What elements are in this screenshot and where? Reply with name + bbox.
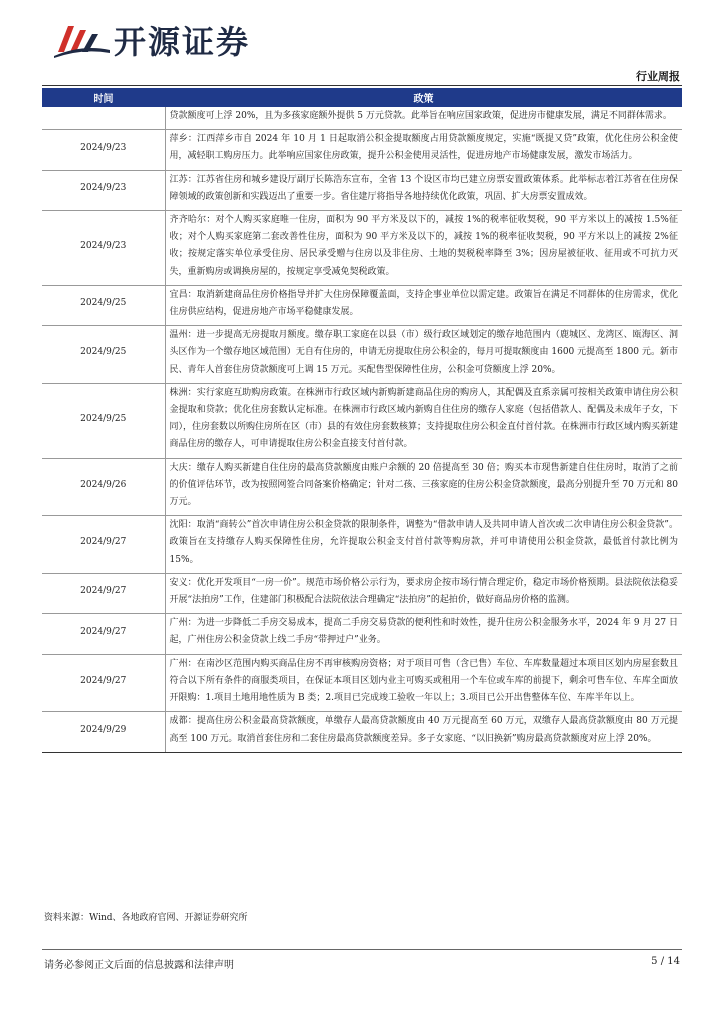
table-row	[42, 383, 682, 458]
row-policy: 株洲：实行家庭互助购房政策。在株洲市行政区域内新购新建商品住房的购房人，其配偶及直系亲属可按相关政策申请住房公积金提取和贷款；优化住房套数认定标准。在株洲市行政区域内新购自住住房的缴存人家庭（包括借款人、配偶及未成年子女，下同），住房套数以所购住房所在区（市）县的有效住房套数核算；支持提取住房公积金直付首付款。在株洲市行政区域内购买新建商品住房的缴存人，可申请提取住房公积金直接支付首付款。	[165, 383, 682, 458]
row-policy: 沈阳：取消“商转公”首次申请住房公积金贷款的限制条件，调整为“借款申请人及共同申请人首次或二次申请住房公积金贷款”。政策旨在支持缴存人购买保障性住房，允许提取公积金支付首付款等购房款，并可申请使用公积金贷款，最低首付款比例为 15%。	[165, 516, 682, 574]
row-policy: 安义：优化开发项目“一房一价”。规范市场价格公示行为，要求房企按市场行情合理定价，稳定市场价格预期。县法院依法稳妥开展“法拍房”工作，住建部门积极配合法院依法合理确定“法拍房”的起拍价，做好商品房价格的监测。	[165, 573, 682, 613]
row-date	[42, 107, 165, 130]
row-policy: 大庆：缴存人购买新建自住住房的最高贷款额度由账户余额的 20 倍提高至 30 倍；购买本市现售新建自住住房时，取消了之前的价值评估环节，改为按照网签合同备案价格确定；针对二孩、三孩家庭的住房公积金贷款额度，最高分别提升至 70 万元和 80 万元。	[165, 458, 682, 516]
table-row	[42, 107, 682, 130]
footer-divider	[42, 949, 682, 950]
row-policy: 贷款额度可上浮 20%，且为多孩家庭额外提供 5 万元贷款。此举旨在响应国家政策，促进房市健康发展，满足不同群体需求。	[165, 107, 682, 130]
table-row	[42, 211, 682, 286]
row-policy: 江苏：江苏省住房和城乡建设厅副厅长陈浩东宣布，全省 13 个设区市均已建立房票安置政策体系。此举标志着江苏省在住房保障领域的政策创新和实践迈出了重要一步。省住建厅将指导各地持续优化政策，巩固、扩大房票安置成效。	[165, 170, 682, 210]
column-header-policy: 政策	[165, 88, 682, 107]
row-date: 2024/9/27	[42, 614, 165, 654]
row-date: 2024/9/23	[42, 130, 165, 170]
row-date: 2024/9/27	[42, 516, 165, 574]
policy-table	[42, 88, 682, 753]
table-header-row	[42, 88, 682, 107]
row-policy: 广州：在南沙区范围内购买商品住房不再审核购房资格；对于项目可售（含已售）车位、车库数量超过本项目区划内房屋套数且符合以下所有条件的商服类项目，在保证本项目区划内业主可购买或租用一个车位或车库的前提下，剩余可售车位、车库全面放开限购：1.项目土地用地性质为 B 类；2.项目已完成竣工验收一年以上；3.项目已公开出售整体车位、车库半年以上。	[165, 654, 682, 712]
row-date: 2024/9/23	[42, 211, 165, 286]
column-header-date: 时间	[42, 88, 165, 107]
brand-logo	[52, 20, 250, 60]
table-row	[42, 712, 682, 752]
brand-name: 开源证券	[114, 23, 251, 61]
row-date: 2024/9/27	[42, 654, 165, 712]
table-row	[42, 285, 682, 325]
row-date: 2024/9/25	[42, 383, 165, 458]
table-row	[42, 130, 682, 170]
kaiyuan-logo-icon	[52, 20, 112, 60]
row-date: 2024/9/25	[42, 326, 165, 384]
row-date: 2024/9/26	[42, 458, 165, 516]
report-type-label: 行业周报	[636, 70, 680, 83]
table-row	[42, 614, 682, 654]
table-row	[42, 458, 682, 516]
table-row	[42, 170, 682, 210]
row-date: 2024/9/27	[42, 573, 165, 613]
table-row	[42, 516, 682, 574]
footer-disclaimer: 请务必参阅正文后面的信息披露和法律声明	[44, 960, 234, 971]
row-policy: 宜昌：取消新建商品住房价格指导并扩大住房保障覆盖面，支持企事业单位以需定建。政策旨在满足不同群体的住房需求，优化住房供应结构，促进房地产市场平稳健康发展。	[165, 285, 682, 325]
table-row	[42, 326, 682, 384]
row-policy: 萍乡：江西萍乡市自 2024 年 10 月 1 日起取消公积金提取额度占用贷款额度规定，实施“既提又贷”政策，优化住房公积金使用，减轻职工购房压力。此举响应国家住房政策，提升公积金使用灵活性，促进房地产市场健康发展，激发市场活力。	[165, 130, 682, 170]
row-policy: 广州：为进一步降低二手房交易成本，提高二手房交易贷款的便利性和时效性，提升住房公积金服务水平，2024 年 9 月 27 日起，广州住房公积金贷款上线二手房“带押过户”业务。	[165, 614, 682, 654]
row-date: 2024/9/23	[42, 170, 165, 210]
header-divider	[42, 85, 682, 86]
row-policy: 温州：进一步提高无房提取月额度。缴存职工家庭在以县（市）级行政区域划定的缴存地范围内（鹿城区、龙湾区、瓯海区、洞头区作为一个缴存地区域范围）无自有住房的，申请无房提取住房公积金的，每月可提取额度由 1600 元提高至 1800 元。新市民、青年人首套住房贷款额度可上调 15 万元。买配售型保障性住房，公积金可贷额度上浮 20%。	[165, 326, 682, 384]
row-policy: 齐齐哈尔：对个人购买家庭唯一住房，面积为 90 平方米及以下的，减按 1%的税率征收契税，90 平方米以上的减按 1.5%征收；对个人购买家庭第二套改善性住房，面积为 90 平方米及以下的，减按 1%的税率征收契税，90 平方米以上的减按 2%征收；按规定落实单位承受住房、居民承受赠与住房以及非住房、土地的契税税率降至 3%；因房屋被征收、征用或不可抗力灭失，重新购房或调换房屋的，按规定享受减免契税政策。	[165, 211, 682, 286]
row-date: 2024/9/29	[42, 712, 165, 752]
table-row	[42, 654, 682, 712]
page-number: 5 / 14	[651, 956, 680, 967]
row-date: 2024/9/25	[42, 285, 165, 325]
table-row	[42, 573, 682, 613]
row-policy: 成都：提高住房公积金最高贷款额度，单缴存人最高贷款额度由 40 万元提高至 60 万元，双缴存人最高贷款额度由 80 万元提高至 100 万元。取消首套住房和二套住房最高贷款额度差异。多子女家庭、“以旧换新”购房最高贷款额度对应上浮 20%。	[165, 712, 682, 752]
source-note: 资料来源：Wind、各地政府官网、开源证券研究所	[44, 913, 248, 923]
